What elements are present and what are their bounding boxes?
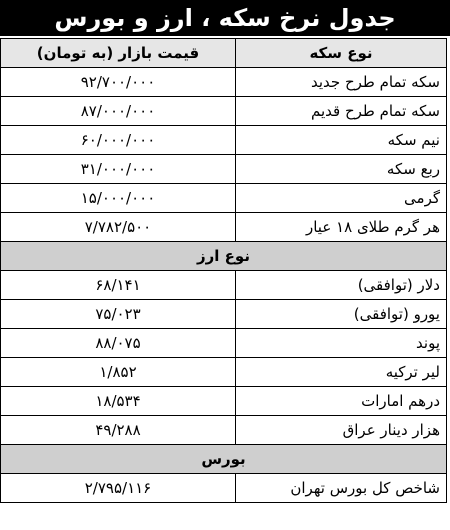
currency-name: لیر ترکیه — [236, 358, 447, 387]
coin-name: سکه تمام طرح جدید — [236, 68, 447, 97]
table-row — [1, 155, 447, 184]
currency-price: ۶۸/۱۴۱ — [1, 271, 236, 300]
currency-price: ۴۹/۲۸۸ — [1, 416, 236, 445]
table-row — [1, 126, 447, 155]
table-row — [1, 329, 447, 358]
table-row — [1, 213, 447, 242]
table-row — [1, 68, 447, 97]
page-title: جدول نرخ سکه ، ارز و بورس — [0, 0, 450, 36]
coin-name: سکه تمام طرح قدیم — [236, 97, 447, 126]
table-row — [1, 97, 447, 126]
currency-price: ۱/۸۵۲ — [1, 358, 236, 387]
currency-price: ۸۸/۰۷۵ — [1, 329, 236, 358]
bourse-section-header: بورس — [1, 445, 447, 474]
currency-name: دلار (توافقی) — [236, 271, 447, 300]
table-row — [1, 474, 447, 503]
coin-price: ۶۰/۰۰۰/۰۰۰ — [1, 126, 236, 155]
coin-price: ۳۱/۰۰۰/۰۰۰ — [1, 155, 236, 184]
table-row — [1, 358, 447, 387]
rates-table — [0, 38, 447, 503]
bourse-price: ۲/۷۹۵/۱۱۶ — [1, 474, 236, 503]
currency-name: درهم امارات — [236, 387, 447, 416]
name-column-header: نوع سکه — [236, 39, 447, 68]
table-row — [1, 300, 447, 329]
coin-name: گرمی — [236, 184, 447, 213]
header-row — [1, 39, 447, 68]
bourse-name: شاخص کل بورس تهران — [236, 474, 447, 503]
currency-name: پوند — [236, 329, 447, 358]
currency-name: هزار دینار عراق — [236, 416, 447, 445]
price-column-header: قیمت بازار (به تومان) — [1, 39, 236, 68]
section-row — [1, 445, 447, 474]
coin-name: ربع سکه — [236, 155, 447, 184]
currency-name: یورو (توافقی) — [236, 300, 447, 329]
table-row — [1, 416, 447, 445]
table-row — [1, 184, 447, 213]
coin-price: ۸۷/۰۰۰/۰۰۰ — [1, 97, 236, 126]
coin-price: ۷/۷۸۲/۵۰۰ — [1, 213, 236, 242]
coin-name: نیم سکه — [236, 126, 447, 155]
currency-price: ۷۵/۰۲۳ — [1, 300, 236, 329]
coin-price: ۱۵/۰۰۰/۰۰۰ — [1, 184, 236, 213]
currency-section-header: نوع ارز — [1, 242, 447, 271]
coin-price: ۹۲/۷۰۰/۰۰۰ — [1, 68, 236, 97]
table-row — [1, 271, 447, 300]
currency-price: ۱۸/۵۳۴ — [1, 387, 236, 416]
coin-name: هر گرم طلای ۱۸ عیار — [236, 213, 447, 242]
table-row — [1, 387, 447, 416]
section-row — [1, 242, 447, 271]
